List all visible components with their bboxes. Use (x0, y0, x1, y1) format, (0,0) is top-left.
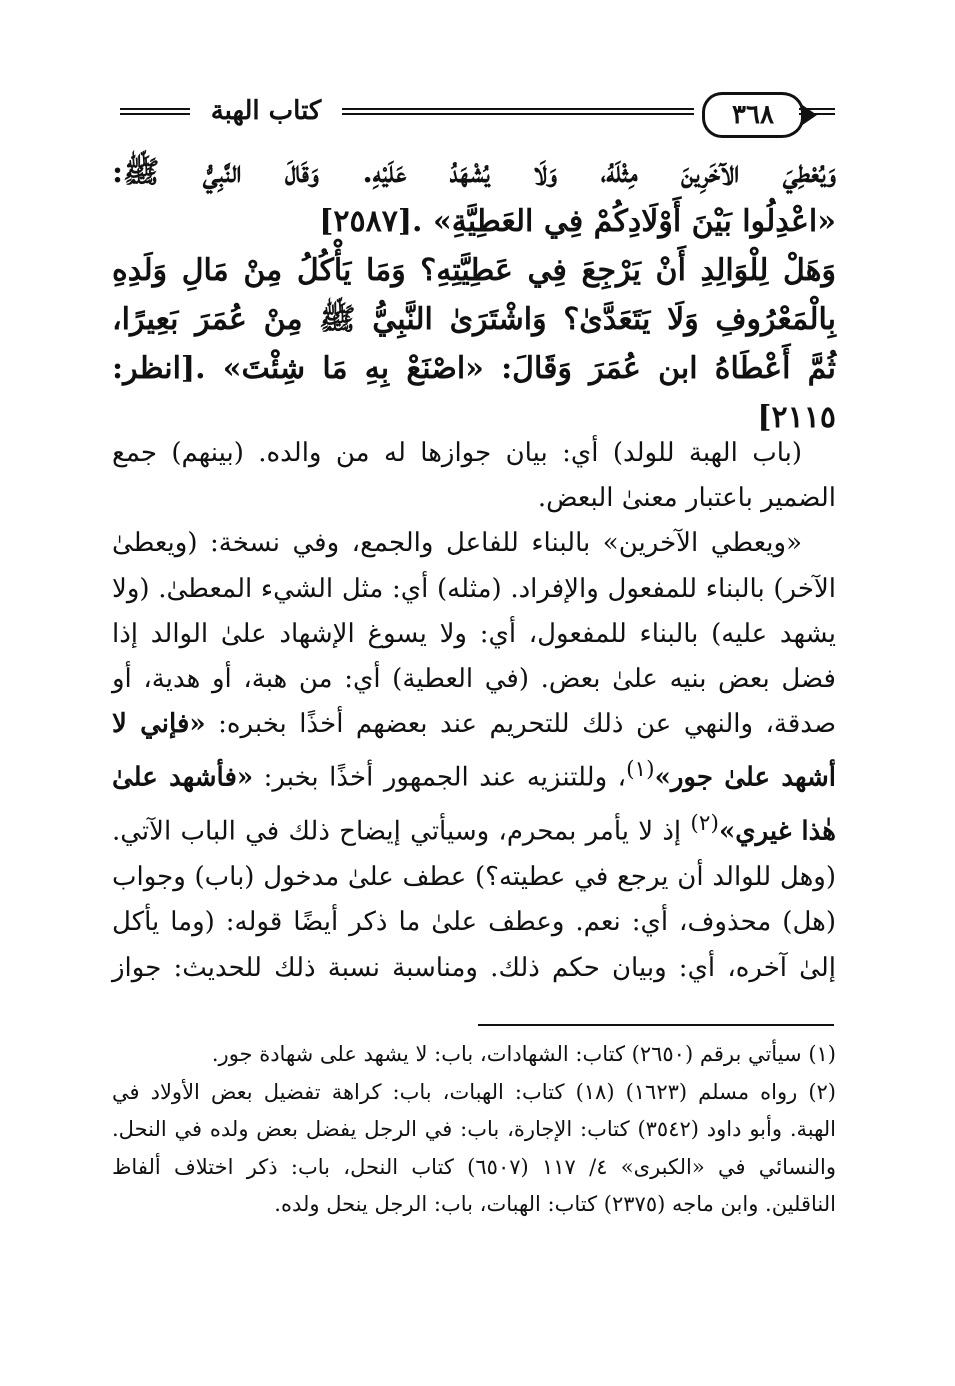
commentary-paragraph-1: (باب الهبة للولد) أي: بيان جوازها له من والده. (بينهم) جمع الضمير باعتبار معنىٰ البعض. (112, 438, 836, 514)
commentary-text (112, 431, 836, 991)
page-number-badge: ٣٦٨ (702, 92, 804, 138)
commentary-paragraph (112, 431, 836, 521)
chapter-title: كتاب الهبة (210, 96, 322, 126)
hadith-line: ثُمَّ أَعْطَاهُ ابن عُمَرَ وَقَالَ: «اصْنَعْ بِهِ مَا شِئْتَ» .[انظر: ٢١١٥] (112, 351, 836, 435)
footnote-ref[interactable]: (١) (626, 757, 655, 783)
footnote-2: (٢) رواه مسلم (١٦٢٣) (١٨) كتاب: الهبات، باب: كراهة تفضيل بعض الأولاد في الهبة. وأبو داود (٣٥٤٢) كتاب: الإجارة، باب: في الرجل يفضل بعض ولده في النحل. والنسائي في «الكبرى» ٤/ ١١٧ (٦٥٠٧) كتاب النحل، باب: ذكر اختلاف ألفاظ الناقلين. وابن ماجه (٢٣٧٥) كتاب: الهبات، باب: الرجل ينحل ولده. (112, 1079, 837, 1217)
commentary-paragraph (112, 521, 836, 990)
header-rule-left (120, 108, 190, 115)
quoted-hadith: «فأشهد علىٰ هٰذا غيري» (112, 763, 836, 847)
footnote-ref[interactable]: (٢) (690, 811, 719, 837)
hadith-text (112, 148, 836, 442)
footnote-1: (١) سيأتي برقم (٢٦٥٠) كتاب: الشهادات، باب: لا يشهد على شهادة جور. (211, 1042, 836, 1066)
footnote-separator (478, 1024, 834, 1026)
hadith-line: وَيُعْطِيَ الآخَرِينَ مِثْلَهُ، وَلَا يُشْهَدُ عَلَيْهِ. وَقَالَ النَّبِيُّ ﷺ: (112, 155, 836, 190)
page-header (110, 92, 835, 140)
commentary-text-part: ، وللتنزيه عند الجمهور أخذًا بخبر: (263, 763, 627, 794)
footnotes (112, 1036, 836, 1224)
hadith-line: «اعْدِلُوا بَيْنَ أَوْلَادِكُمْ فِي العَطِيَّةِ» .[٢٥٨٧] (319, 204, 836, 239)
hadith-line: بِالْمَعْرُوفِ وَلَا يَتَعَدَّىٰ؟ وَاشْتَرَىٰ النَّبِيُّ ﷺ مِنْ عُمَرَ بَعِيرًا، (112, 302, 836, 337)
hadith-line: وَهَلْ لِلْوَالِدِ أَنْ يَرْجِعَ فِي عَطِيَّتِهِ؟ وَمَا يَأْكُلُ مِنْ مَالِ وَلَدِهِ (112, 253, 836, 288)
header-rule-middle (342, 108, 694, 115)
quoted-hadith: «فإني لا أشهد علىٰ جور» (112, 709, 836, 794)
commentary-text-part: «ويعطي الآخرين» بالبناء للفاعل والجمع، وفي نسخة: (ويعطىٰ الآخر) بالبناء للمفعول والإفراد. (مثله) أي: مثل الشيء المعطىٰ. (ولا يشهد عليه) بالبناء للمفعول، أي: ولا يسوغ الإشهاد علىٰ الوالد إذا فضل بعض بنيه علىٰ بعض. (في العطية) أي: من هبة، أو هدية، أو صدقة، والنهي عن ذلك للتحريم عند بعضهم أخذًا بخبره: (112, 528, 837, 740)
commentary-text-part: إذ لا يأمر بمحرم، وسيأتي إيضاح ذلك في الباب الآتي. (وهل للوالد أن يرجع في عطيته؟) عطف علىٰ مدخول (باب) وجواب (هل) محذوف، أي: نعم. وعطف علىٰ ما ذكر أيضًا قوله: (وما يأكل إلىٰ آخره، أي: وبيان حكم ذلك. ومناسبة نسبة ذلك للحديث: جواز (112, 816, 837, 983)
